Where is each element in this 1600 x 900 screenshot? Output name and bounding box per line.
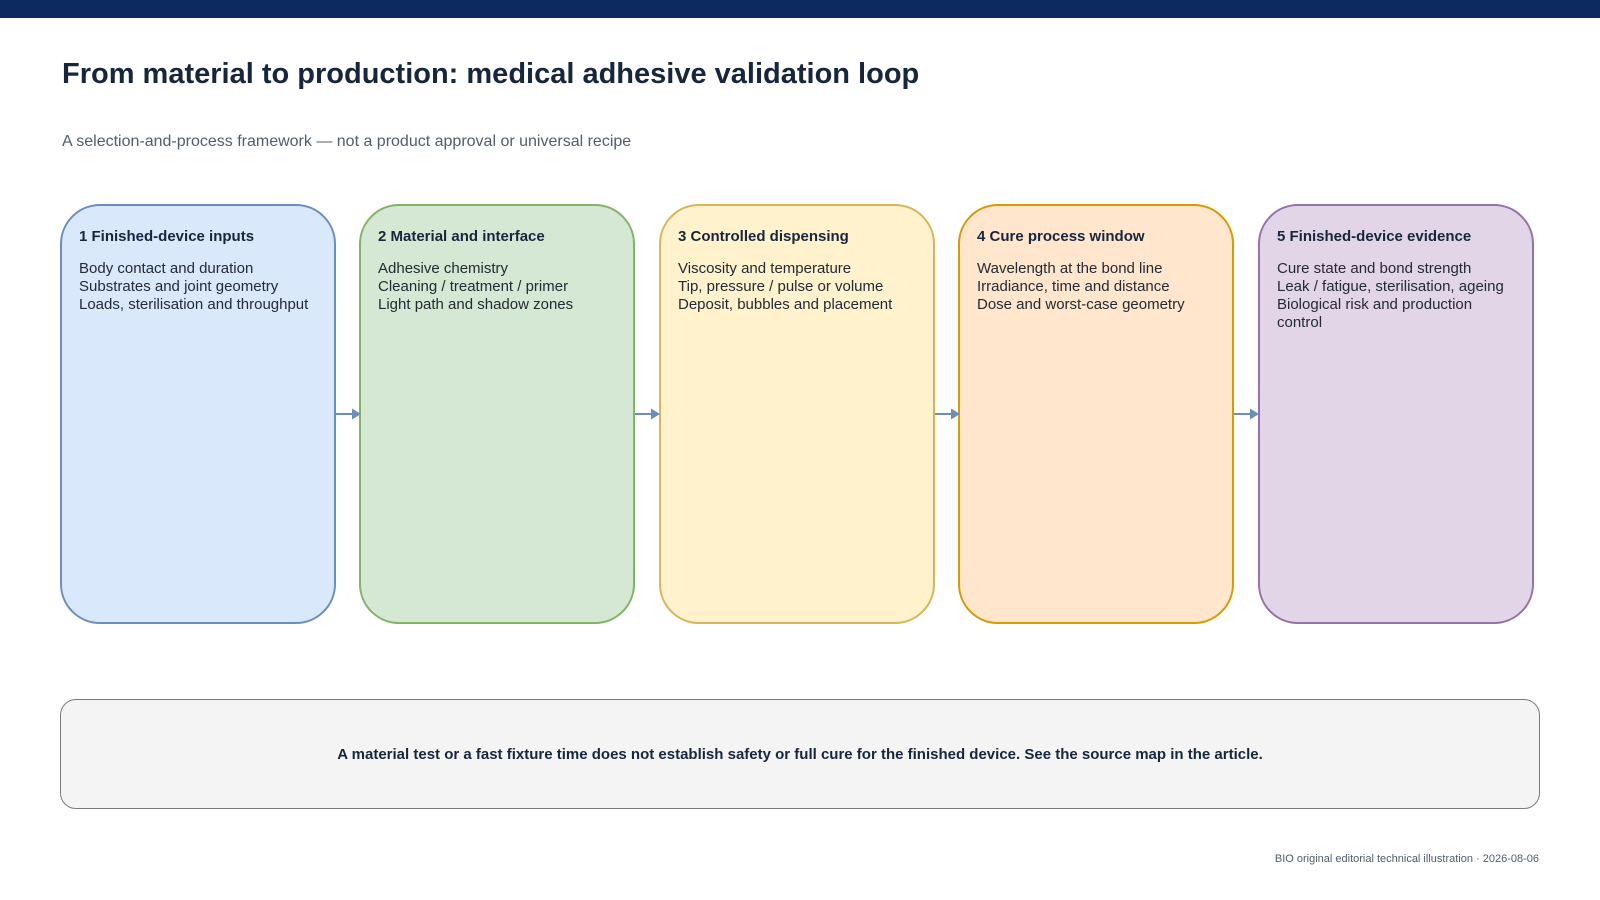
step-box-controlled-dispensing [659,204,935,624]
page-subtitle: A selection-and-process framework — not a product approval or universal recipe [62,133,632,150]
step-item: Deposit, bubbles and placement [678,296,893,313]
step-item: control [1277,314,1323,331]
step-box-material-and-interface [359,204,635,624]
step-item: Tip, pressure / pulse or volume [678,278,884,295]
step-item: Cleaning / treatment / primer [378,278,569,295]
page-title: From material to production: medical adhesive validation loop [62,58,920,90]
step-item: Adhesive chemistry [378,260,509,277]
step-item: Substrates and joint geometry [79,278,279,295]
step-item: Biological risk and production [1277,296,1473,313]
arrow-right-icon [1234,406,1259,422]
step-title: 2 Material and interface [378,228,545,245]
step-title: 1 Finished-device inputs [79,228,255,245]
top-accent-bar [0,0,1600,18]
step-box-finished-device-evidence [1258,204,1534,624]
step-title: 3 Controlled dispensing [678,228,849,245]
step-item: Body contact and duration [79,260,254,277]
step-box-finished-device-inputs [60,204,336,624]
step-item: Viscosity and temperature [678,260,852,277]
step-item: Light path and shadow zones [378,296,574,313]
step-box-cure-process-window [958,204,1234,624]
step-item: Irradiance, time and distance [977,278,1170,295]
credit-footer: BIO original editorial technical illustration · 2026-08-06 [1274,853,1539,865]
step-item: Cure state and bond strength [1277,260,1472,277]
arrow-right-icon [336,406,361,422]
step-item: Wavelength at the bond line [977,260,1163,277]
caveat-note-text: A material test or a fast fixture time does not establish safety or full cure for the finished device. See the source map in the article. [337,745,1263,763]
caveat-note-box [60,699,1540,809]
step-item: Leak / fatigue, sterilisation, ageing [1277,278,1504,295]
step-item: Loads, sterilisation and throughput [79,296,309,313]
step-item: Dose and worst-case geometry [977,296,1185,313]
step-title: 5 Finished-device evidence [1277,228,1472,245]
step-title: 4 Cure process window [977,228,1145,245]
arrow-right-icon [635,406,660,422]
arrow-right-icon [935,406,960,422]
